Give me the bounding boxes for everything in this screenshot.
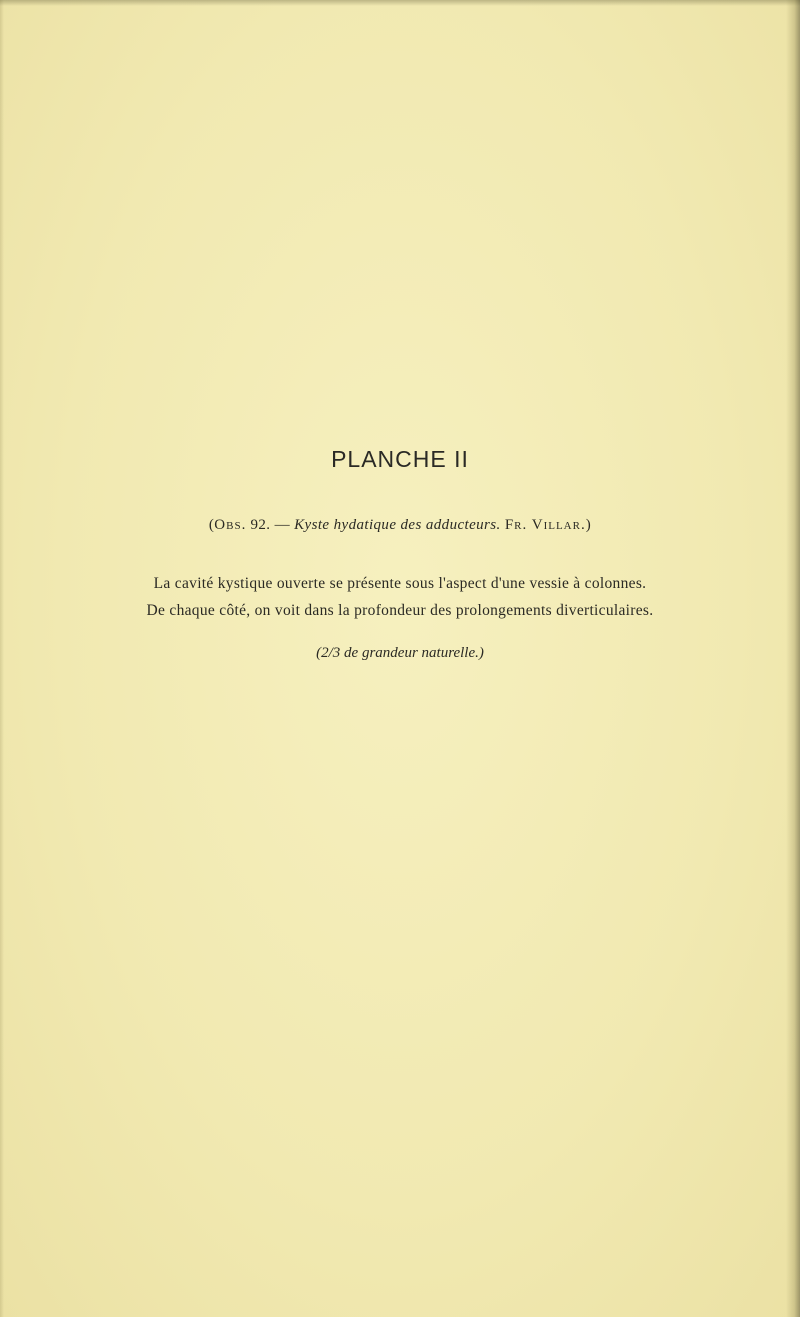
page-edge-top — [0, 0, 800, 6]
obs-close-paren: ) — [585, 517, 592, 533]
plate-title: PLANCHE II — [331, 446, 469, 472]
observation-caption — [0, 517, 800, 534]
obs-number: 92. — [250, 517, 271, 533]
obs-label: Obs. — [214, 517, 247, 533]
description-line-1: La cavité kystique ouverte se présente sous l'aspect d'une vessie à colonnes. — [153, 575, 647, 592]
scale-note: (2/3 de grandeur naturelle.) — [316, 645, 484, 661]
obs-open-paren: ( — [208, 517, 215, 533]
description-line-2: De chaque côté, on voit dans la profondeur des prolongements diverticulaires. — [146, 602, 654, 619]
obs-author: Fr. Villar. — [504, 517, 586, 533]
obs-dash: — — [274, 517, 290, 533]
obs-subject: Kyste hydatique des adducteurs. — [294, 517, 501, 533]
